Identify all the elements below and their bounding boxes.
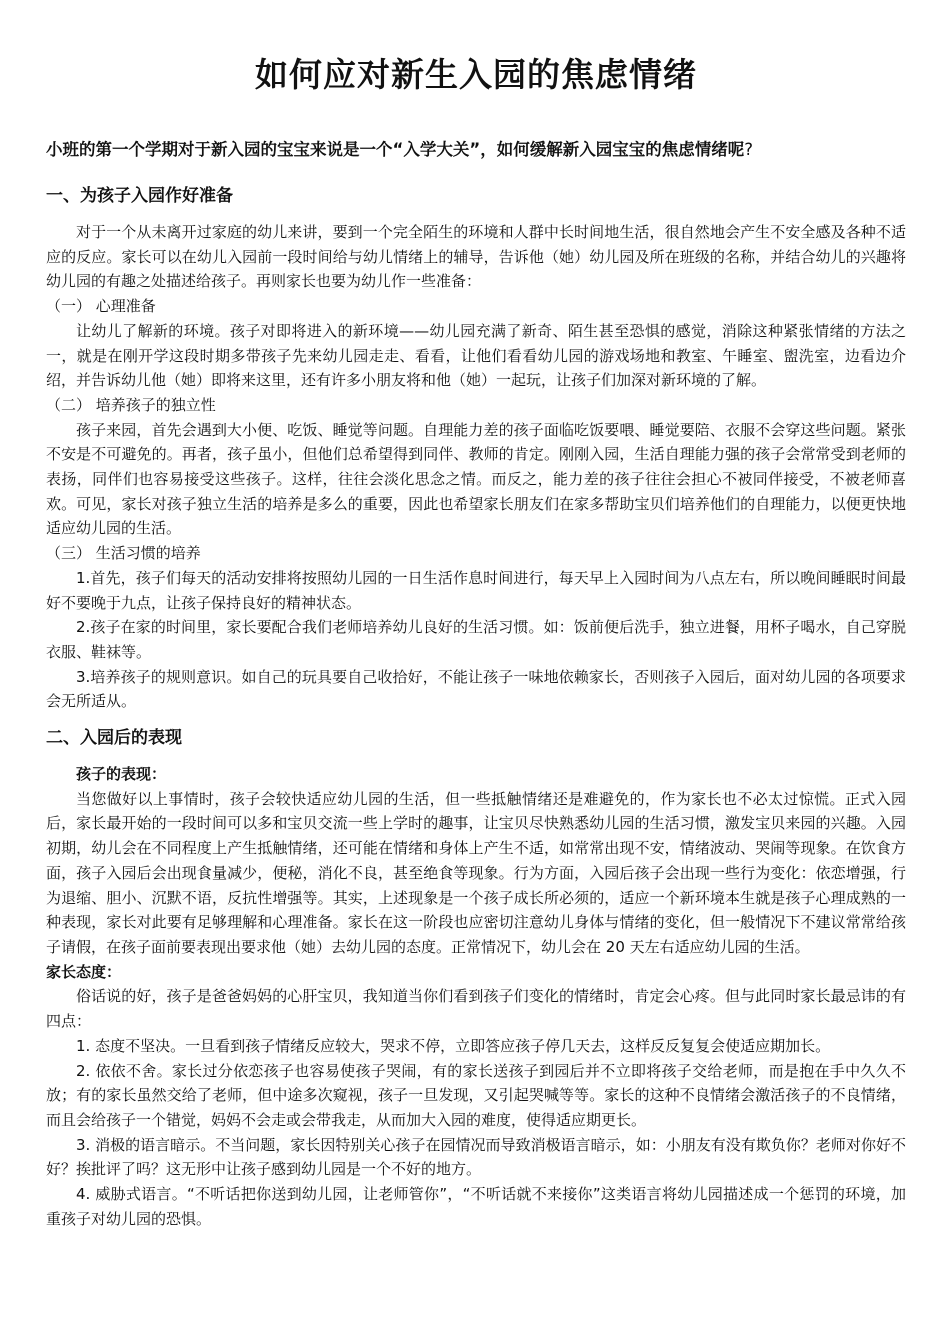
- section2-heading: 二、入园后的表现: [46, 728, 182, 749]
- taboo-item-4: 4. 威胁式语言。“不听话把你送到幼儿园，让老师管你”，“不听话就不来接你”这类语言将幼儿园描述成一个惩罚的环境，加重孩子对幼儿园的恐惧。: [46, 1185, 906, 1228]
- intro-question-mark: ?: [744, 140, 753, 159]
- taboo-item-1: 1. 态度不坚决。一旦看到孩子情绪反应较大，哭求不停，立即答应孩子停几天去，这样反反复复会使适应期加长。: [76, 1036, 831, 1055]
- subsection1-title: （一） 心理准备: [46, 297, 156, 316]
- parent-attitude-label: 家长态度：: [46, 962, 122, 981]
- subsection1-paragraph: 让幼儿了解新的环境。孩子对即将进入的新环境——幼儿园充满了新奇、陌生甚至恐惧的感觉，消除这种紧张情绪的方法之一，就是在刚开学这段时期多带孩子先来幼儿园走走、看看，让他们看看幼儿园的游戏场地和教室、午睡室、盥洗室，边看边介绍，并告诉幼儿他（她）即将来这里，还有许多小朋友将和他（她）一起玩，让孩子们加深对新环境的了解。: [46, 321, 906, 390]
- child-behavior-label: 孩子的表现：: [76, 765, 167, 784]
- section1-paragraph: 对于一个从未离开过家庭的幼儿来讲，要到一个完全陌生的环境和人群中长时间地生活，很自然地会产生不安全感及各种不适应的反应。家长可以在幼儿入园前一段时间给与幼儿情绪上的辅导，告诉他（她）幼儿园及所在班级的名称，并结合幼儿的兴趣将幼儿园的有趣之处描述给孩子。再则家长也要为幼儿作一些准备：: [46, 223, 906, 291]
- document-title: 如何应对新生入园的焦虑情绪: [255, 55, 697, 94]
- habit-item-1: 1.首先，孩子们每天的活动安排将按照幼儿园的一日生活作息时间进行，每天早上入园时间为八点左右，所以晚间睡眠时间最好不要晚于九点，让孩子保持良好的精神状态。: [46, 568, 906, 612]
- subsection3-title: （三） 生活习惯的培养: [46, 544, 201, 563]
- habit-item-3: 3.培养孩子的规则意识。如自己的玩具要自己收拾好，不能让孩子一味地依赖家长，否则孩子入园后，面对幼儿园的各项要求会无所适从。: [46, 667, 906, 711]
- intro-text: 小班的第一个学期对于新入园的宝宝来说是一个“入学大关”，如何缓解新入园宝宝的焦虑情绪呢: [46, 140, 745, 159]
- subsection2-paragraph: 孩子来园，首先会遇到大小便、吃饭、睡觉等问题。自理能力差的孩子面临吃饭要喂、睡觉要陪、衣服不会穿这些问题。紧张不安是不可避免的。再者，孩子虽小，但他们总希望得到同伴、教师的肯定。刚刚入园，生活自理能力强的孩子会常常受到老师的表扬，同伴们也容易接受这些孩子。这样，往往会淡化思念之情。而反之，能力差的孩子往往会担心不被同伴接受，不被老师喜欢。可见，家长对孩子独立生活的培养是多么的重要，因此也希望家长朋友们在家多帮助宝贝们培养他们的自理能力，以便更快地适应幼儿园的生活。: [46, 420, 906, 538]
- taboo-item-2: 2. 依依不舍。家长过分依恋孩子也容易使孩子哭闹，有的家长送孩子到园后并不立即将孩子交给老师，而是抱在手中久久不放；有的家长虽然交给了老师，但中途多次窥视，孩子一旦发现，又引起哭喊等等。家长的这种不良情绪会激活孩子的不良情绪，而且会给孩子一个错觉，妈妈不会走或会带我走，从而加大入园的难度，使得适应期更长。: [46, 1061, 906, 1129]
- parent-attitude-paragraph: 俗话说的好，孩子是爸爸妈妈的心肝宝贝，我知道当你们看到孩子们变化的情绪时，肯定会心疼。但与此同时家长最忌讳的有四点：: [46, 987, 906, 1031]
- section1-heading: 一、为孩子入园作好准备: [46, 186, 233, 206]
- habit-item-2: 2.孩子在家的时间里，家长要配合我们老师培养幼儿良好的生活习惯。如：饭前便后洗手，独立进餐，用杯子喝水，自己穿脱衣服、鞋袜等。: [46, 618, 906, 661]
- intro-question: [46, 136, 906, 164]
- taboo-item-3: 3. 消极的语言暗示。不当问题，家长因特别关心孩子在园情况而导致消极语言暗示，如：小朋友有没有欺负你？老师对你好不好？挨批评了吗？这无形中让孩子感到幼儿园是一个不好的地方。: [46, 1135, 906, 1179]
- subsection2-title: （二） 培养孩子的独立性: [46, 395, 216, 414]
- child-behavior-paragraph: 当您做好以上事情时，孩子会较快适应幼儿园的生活，但一些抵触情绪还是难避免的，作为家长也不必太过惊慌。正式入园后，家长最开始的一段时间可以多和宝贝交流一些上学时的趣事，让宝贝尽快熟悉幼儿园的生活习惯，激发宝贝来园的兴趣。入园初期，幼儿会在不同程度上产生抵触情绪，还可能在情绪和身体上产生不适，如常常出现不安，情绪波动、哭闹等现象。在饮食方面，孩子入园后会出现食量减少，便秘，消化不良，甚至绝食等现象。行为方面，入园后孩子会出现一些行为变化：依恋增强，行为退缩、胆小、沉默不语，反抗性增强等。其实，上述现象是一个孩子成长所必须的，适应一个新环境本生就是孩子心理成熟的一种表现，家长对此要有足够理解和心理准备。家长在这一阶段也应密切注意幼儿身体与情绪的变化，但一般情况下不建议常常给孩子请假，在孩子面前要表现出要求他（她）去幼儿园的态度。正常情况下，幼儿会在 20 天左右适应幼儿园的生活。: [46, 789, 906, 956]
